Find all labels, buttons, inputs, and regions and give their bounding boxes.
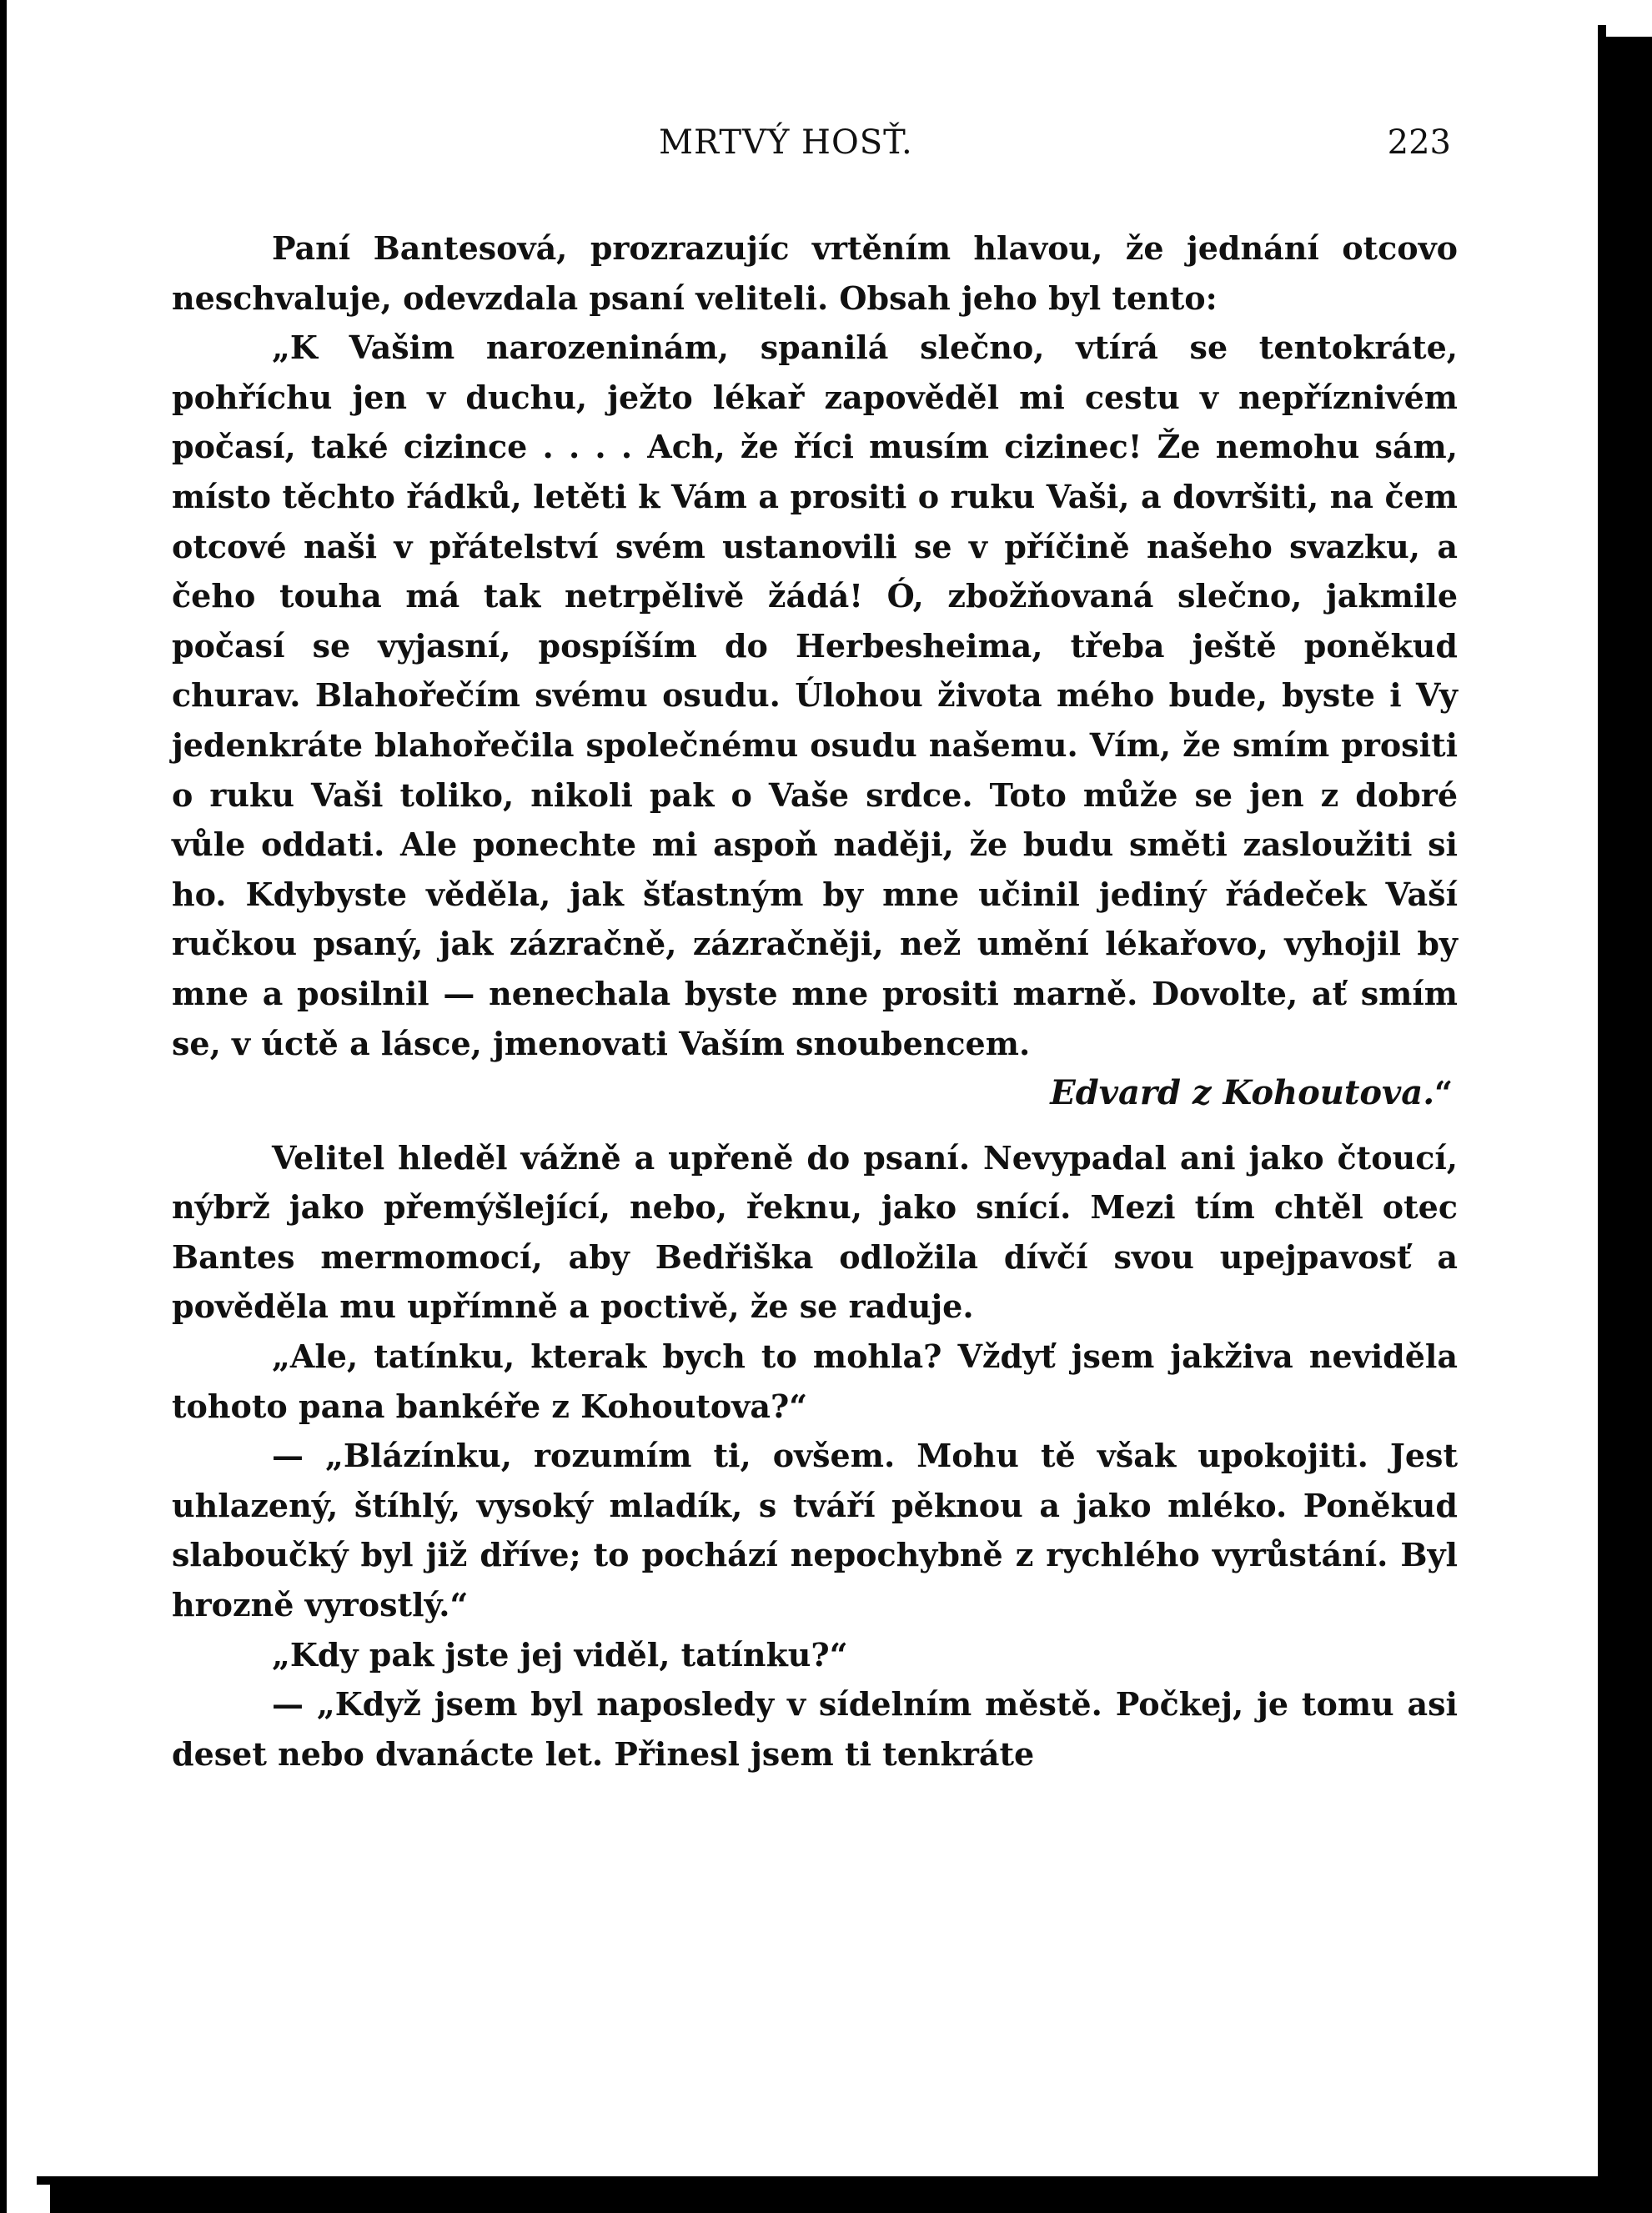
dialogue-paragraph: „Kdy pak jste jej viděl, tatínku?“ bbox=[272, 1635, 848, 1674]
paragraph: Paní Bantesová, prozrazujíc vrtěním hlavou, že jednání otcovo neschvaluje, odevzdala psaní veliteli. Obsah jeho byl tento: bbox=[172, 229, 1458, 317]
dialogue-paragraph: — „Blázínku, rozumím ti, ovšem. Mohu tě však upokojiti. Jest uhlazený, štíhlý, vysoký mladík, s tváří pěknou a jako mléko. Poněkud slaboučký byl již dříve; to pochází nepochybně z rychlého vyrůstání. Byl hrozně vyrostlý.“ bbox=[172, 1437, 1458, 1624]
signature-name: Edvard z Kohoutova. bbox=[1050, 1073, 1435, 1113]
letter-signature bbox=[172, 1068, 1458, 1118]
page-header bbox=[167, 123, 1451, 173]
running-title: MRTVÝ HOSŤ. bbox=[659, 123, 913, 162]
paragraph: Velitel hleděl vážně a upřeně do psaní. Nevypadal ani jako čtoucí, nýbrž jako přemýšlející, nebo, řeknu, jako snící. Mezi tím chtěl otec Bantes mermomocí, aby Bedřiška odložila dívčí svou upejpavosť a pověděla mu upřímně a poctivě, že se raduje. bbox=[172, 1138, 1458, 1326]
paragraph-gap bbox=[172, 1118, 1458, 1133]
letter-paragraph: „K Vašim narozeninám, spanilá slečno, vtírá se tentokráte, pohříchu jen v duchu, ježto lékař zapověděl mi cestu v nepříznivém počasí, také cizince . . . . Ach, že říci musím cizinec! Že nemohu sám, místo těchto řádků, letěti k Vám a prositi o ruku Vaši, a dovršiti, na čem otcové naši v přátelství svém ustanovili se v příčině našeho svazku, a čeho touha má tak netrpělivě žádá! Ó, zbožňovaná slečno, jakmile počasí se vyjasní, pospíším do Herbesheima, třeba ještě poněkud churav. Blahořečím svému osudu. Úlohou života mého bude, byste i Vy jedenkráte blahořečila společnému osudu našemu. Vím, že smím prositi o ruku Vaši toliko, nikoli pak o Vaše srdce. Toto může se jen z dobré vůle oddati. Ale ponechte mi aspoň naději, že budu směti zasloužiti si ho. Kdybyste věděla, jak šťastným by mne učinil jediný řádeček Vaší ručkou psaný, jak zázračně, zázračněji, než umění lékařovo, vyhojil by mne a posilnil — nenechala byste mne prositi marně. Dovolte, ať smím se, v úctě a lásce, jmenovati Vaším snoubencem. bbox=[172, 329, 1458, 1062]
body-text bbox=[172, 223, 1458, 1779]
scan-bottom-shadow bbox=[50, 2185, 1652, 2213]
page-number: 223 bbox=[1387, 123, 1451, 162]
scan-left-edge bbox=[0, 0, 7, 2213]
dialogue-paragraph: „Ale, tatínku, kterak bych to mohla? Vždyť jsem jakživa neviděla tohoto pana bankéře z Kohoutova?“ bbox=[172, 1337, 1458, 1425]
scan-right-shadow bbox=[1606, 37, 1652, 2213]
dialogue-paragraph: — „Když jsem byl naposledy v sídelním městě. Počkej, je tomu asi deset nebo dvanácte let. Přinesl jsem ti tenkráte bbox=[172, 1685, 1458, 1773]
signature-quote: “ bbox=[1434, 1074, 1453, 1112]
